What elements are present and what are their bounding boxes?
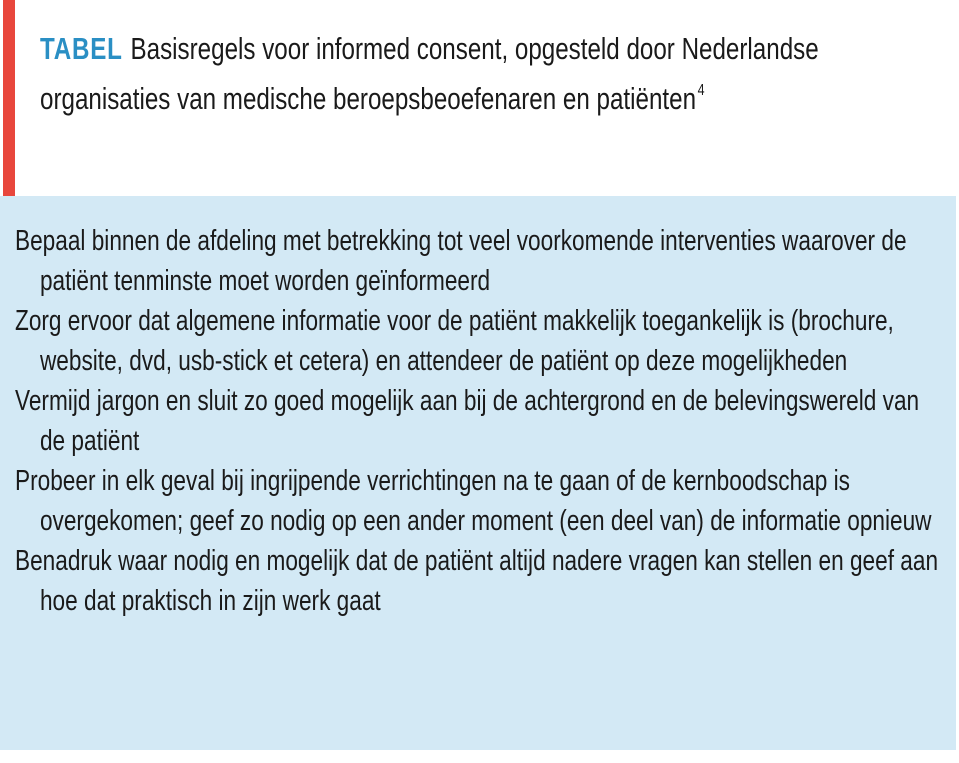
- rule-item: Benadruk waar nodig en mogelijk dat de patiënt altijd nadere vragen kan stellen en geef aan hoe dat praktisch in zijn werk gaat: [15, 545, 939, 617]
- table-title-text: Basisregels voor informed consent, opgesteld door Nederlandse organisaties van medische beroepsbeoefenaren en patiënten: [40, 31, 819, 116]
- table-title: [40, 31, 819, 116]
- rule-item: Zorg ervoor dat algemene informatie voor de patiënt makkelijk toegankelijk is (brochure, website, dvd, usb-stick et cetera) en attendeer de patiënt op deze mogelijkheden: [15, 305, 894, 377]
- rules-panel: [0, 196, 956, 750]
- rule-item: Vermijd jargon en sluit zo goed mogelijk aan bij de achtergrond en de belevingswereld van de patiënt: [15, 385, 920, 457]
- rule-item: Probeer in elk geval bij ingrijpende verrichtingen na te gaan of de kernboodschap is overgekomen; geef zo nodig op een ander moment (een deel van) de informatie opnieuw: [15, 465, 932, 537]
- rule-item: Bepaal binnen de afdeling met betrekking tot veel voorkomende interventies waarover de patiënt tenminste moet worden geïnformeerd: [15, 225, 907, 297]
- footnote-reference: 4: [697, 82, 705, 99]
- table-header: [40, 28, 937, 120]
- rules-list: [15, 221, 943, 621]
- accent-bar: [3, 0, 15, 196]
- table-label: TABEL: [40, 31, 123, 66]
